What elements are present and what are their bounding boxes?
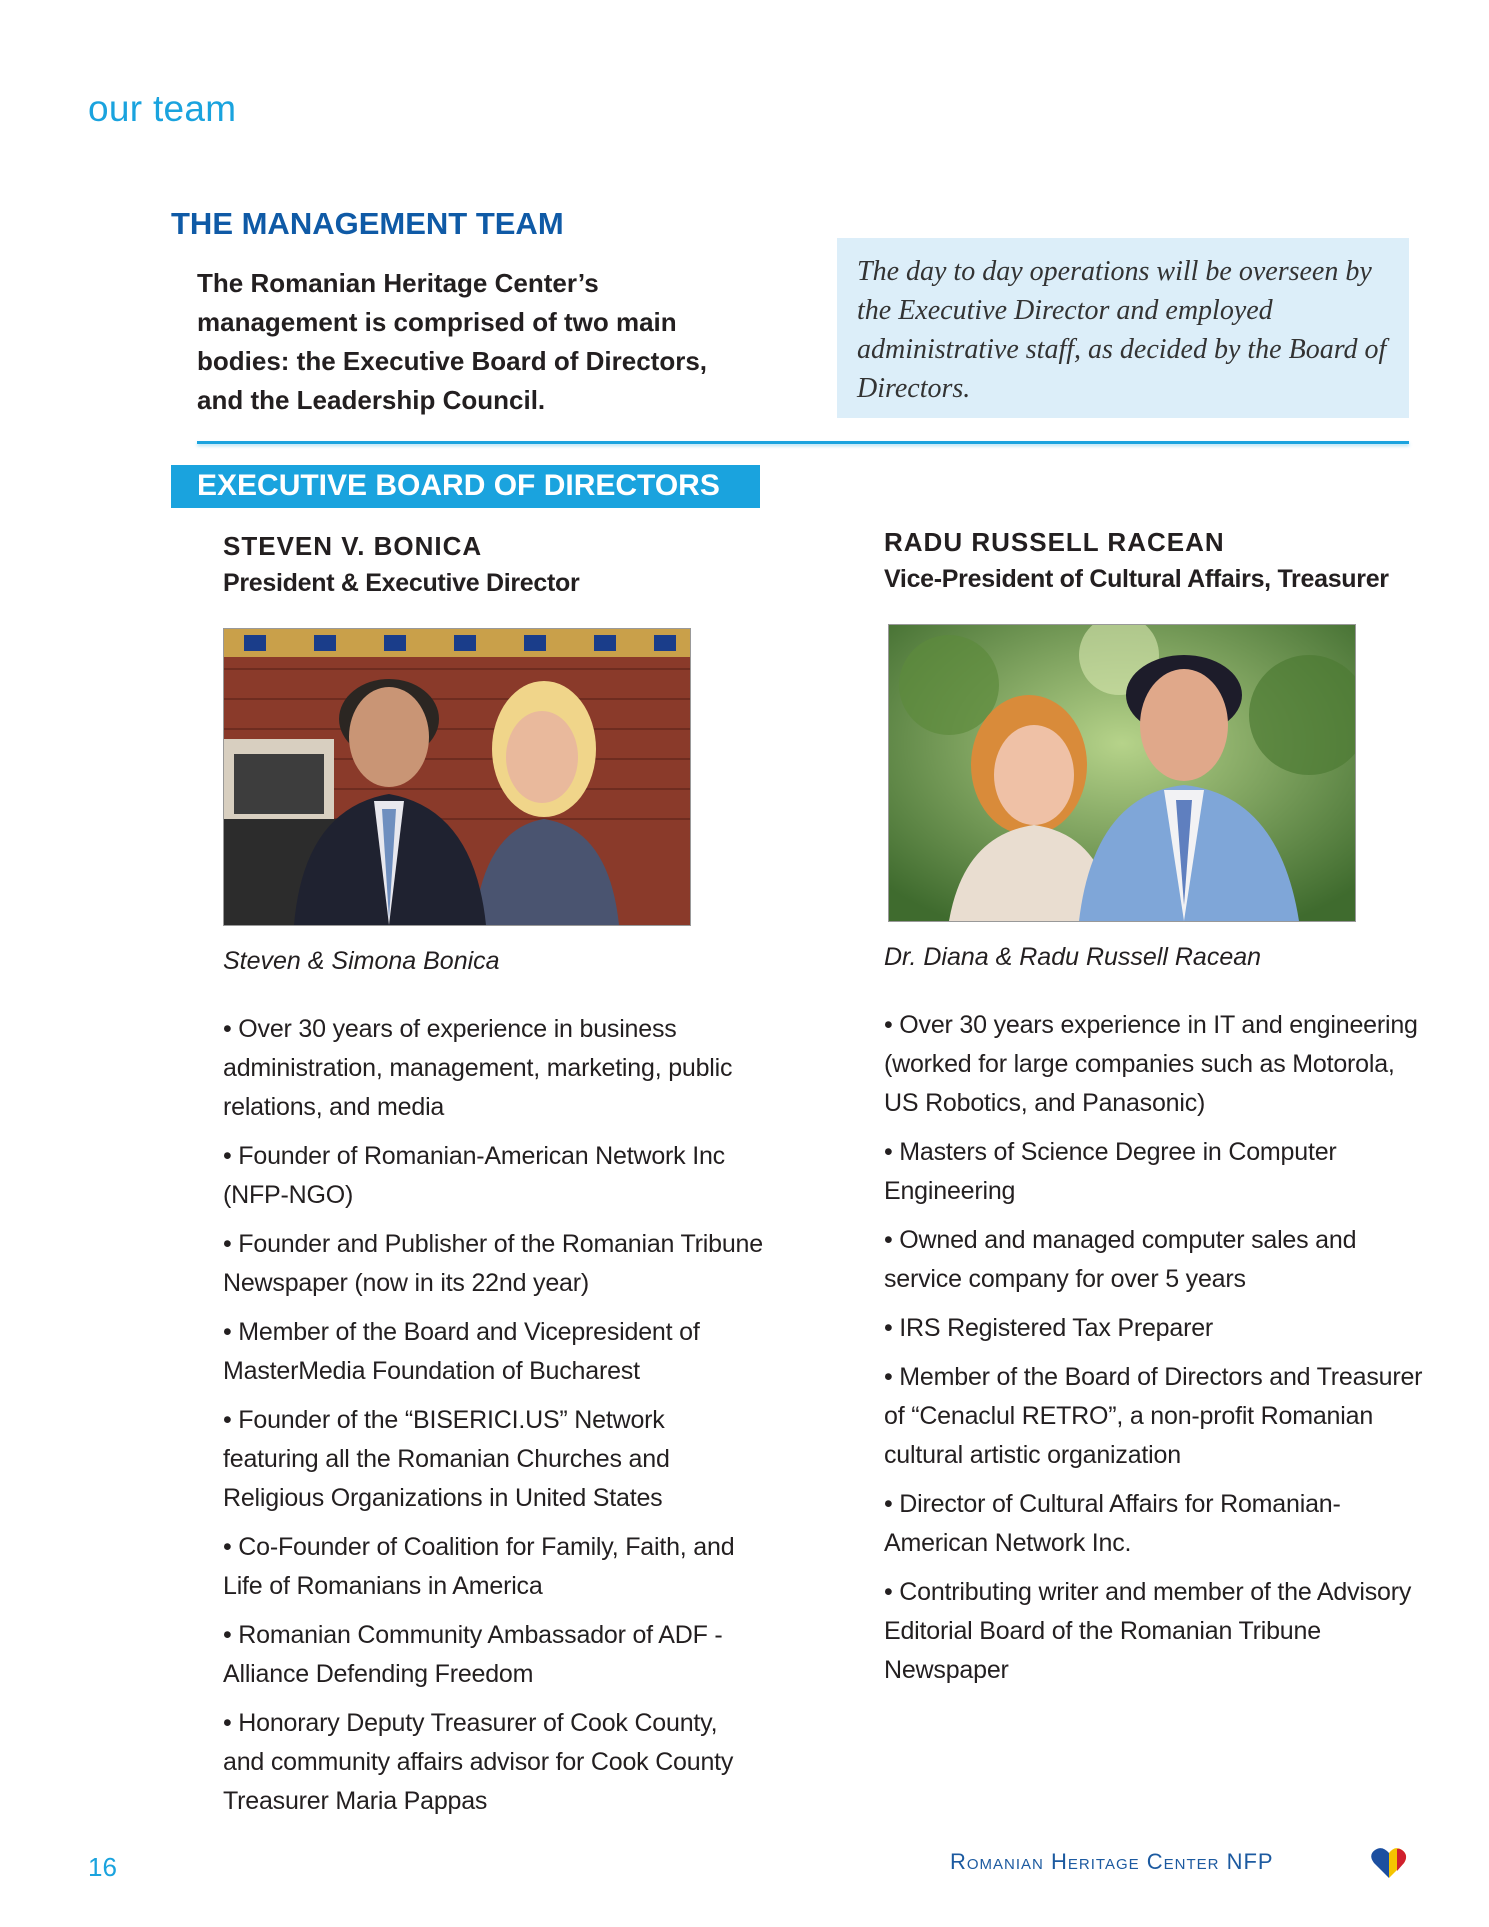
list-item: • Masters of Science Degree in Computer Engineering [884,1138,1337,1205]
member-photo [888,624,1356,922]
operations-callout: The day to day operations will be overseen by the Executive Director and employed administrative staff, as decided by the Board of Directors. [837,238,1409,418]
member-role: President & Executive Director [223,569,580,597]
member-column-racean [884,524,1424,1700]
member-role: Vice-President of Cultural Affairs, Treasurer [884,565,1389,593]
management-intro: The Romanian Heritage Center’s management is comprised of two main bodies: the Executive Board of Directors, and the Leadership Council. [197,268,708,415]
list-item: • Member of the Board of Directors and Treasurer of “Cenaclul RETRO”, a non-profit Romanian cultural artistic organization [884,1363,1423,1469]
member-bullet-list [223,1010,763,1821]
footer-organization: Romanian Heritage Center NFP [950,1849,1274,1874]
list-item: • Romanian Community Ambassador of ADF - Alliance Defending Freedom [223,1621,723,1688]
member-name: STEVEN V. BONICA [223,531,483,561]
member-name: RADU RUSSELL RACEAN [884,527,1225,557]
list-item: • Over 30 years of experience in business administration, management, marketing, public relations, and media [223,1015,733,1121]
list-item: • IRS Registered Tax Preparer [884,1314,1214,1342]
list-item: • Over 30 years experience in IT and engineering (worked for large companies such as Motorola, US Robotics, and Panasonic) [884,1011,1418,1117]
list-item: • Owned and managed computer sales and service company for over 5 years [884,1226,1357,1293]
page-number: 16 [88,1852,117,1882]
management-heading: THE MANAGEMENT TEAM [171,206,564,241]
member-bullet-list [884,1006,1424,1690]
list-item: • Honorary Deputy Treasurer of Cook County, and community affairs advisor for Cook County Treasurer Maria Pappas [223,1709,734,1815]
list-item: • Founder of Romanian-American Network Inc (NFP-NGO) [223,1142,725,1209]
member-column-bonica [223,528,763,1831]
section-divider [197,441,1409,444]
photo-caption: Dr. Diana & Radu Russell Racean [884,943,1262,971]
list-item: • Founder and Publisher of the Romanian Tribune Newspaper (now in its 22nd year) [223,1230,763,1297]
couple-photo-illustration [889,625,1355,921]
list-item: • Co-Founder of Coalition for Family, Faith, and Life of Romanians in America [223,1533,735,1600]
executive-board-heading: EXECUTIVE BOARD OF DIRECTORS [171,465,760,508]
list-item: • Director of Cultural Affairs for Romanian-American Network Inc. [884,1490,1341,1557]
photo-caption: Steven & Simona Bonica [223,947,500,975]
heart-flag-icon [1370,1846,1408,1880]
section-tag: our team [88,88,237,129]
list-item: • Contributing writer and member of the Advisory Editorial Board of the Romanian Tribune Newspaper [884,1578,1412,1684]
list-item: • Member of the Board and Vicepresident of MasterMedia Foundation of Bucharest [223,1318,700,1385]
couple-photo-illustration [224,629,690,925]
list-item: • Founder of the “BISERICI.US” Network featuring all the Romanian Churches and Religious Organizations in United States [223,1406,670,1512]
member-photo [223,628,691,926]
